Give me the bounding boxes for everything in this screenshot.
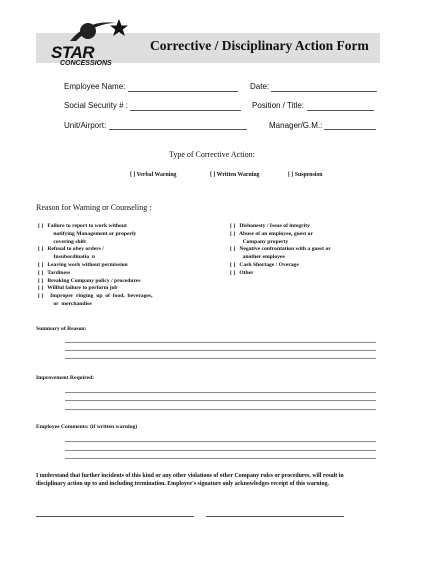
employee-comments-label: Employee Comments: (if written warning) — [36, 424, 138, 430]
improvement-line[interactable] — [65, 409, 376, 410]
reason-willful-failure[interactable]: [ ] Willful failure to perform job — [38, 285, 118, 292]
reason-cash-shortage[interactable]: [ ] Cash Shortage / Overage — [230, 261, 299, 268]
social-security-label: Social Security # : — [64, 101, 129, 110]
reason-other[interactable]: [ ] Other — [230, 269, 254, 276]
summary-line[interactable] — [65, 342, 376, 343]
reason-line: covering shift — [38, 238, 86, 245]
date-label: Date: — [250, 82, 270, 91]
reason-dishonesty[interactable]: [ ] Dishonesty / Issue of integrity — [230, 223, 310, 229]
unit-airport-label: Unit/Airport: — [64, 121, 107, 130]
reasons-title: Reason for Warning or Counseling : — [36, 203, 152, 212]
position-title-label: Position / Title: — [252, 101, 305, 110]
comments-line[interactable] — [65, 458, 376, 459]
employee-name-line[interactable] — [128, 91, 238, 92]
improvement-line[interactable] — [65, 392, 376, 393]
social-security-line[interactable] — [130, 110, 241, 111]
position-title-line[interactable] — [307, 110, 374, 111]
logo-brand: STAR — [51, 43, 95, 62]
reason-line: Insubordinatio n — [38, 254, 96, 261]
reason-refusal-to-obey[interactable]: [ ] Refusal to obey orders / — [38, 246, 104, 253]
logo-subtitle: CONCESSIONS — [60, 60, 112, 67]
comments-line[interactable] — [65, 441, 376, 442]
comments-line[interactable] — [65, 450, 376, 451]
action-type-title: Type of Corrective Action: — [169, 150, 255, 159]
reasons-left-list — [38, 223, 152, 309]
manager-signature-line[interactable] — [206, 516, 344, 517]
reason-abuse[interactable]: [ ] Abuse of an employee, guest or — [230, 230, 313, 237]
acknowledgement-text: I understand that further incidents of this kind or any other violations of other Company rules or procedures, will result in disciplinary action up to and including termination. Employee's signature only acknowledges receipt of this warning. — [36, 473, 344, 488]
reason-leaving-work[interactable]: [ ] Leaving work without permission — [38, 261, 128, 268]
reason-line: another employee — [230, 254, 285, 261]
employee-signature-line[interactable] — [36, 516, 194, 517]
reason-failure-to-report[interactable]: [ ] Failure to report to work without — [38, 223, 127, 229]
written-warning-checkbox[interactable]: [ ] Written Warning — [210, 172, 260, 178]
reason-breaking-policy[interactable]: [ ] Breaking Company policy / procedures — [38, 277, 141, 284]
unit-airport-line[interactable] — [109, 129, 247, 130]
manager-label: Manager/G.M.: — [269, 121, 323, 130]
reasons-right-list — [230, 223, 331, 278]
reason-line: Company property — [230, 238, 289, 245]
employee-name-label: Employee Name: — [64, 82, 126, 91]
reason-tardiness[interactable]: [ ] Tardiness — [38, 269, 71, 276]
manager-line[interactable] — [324, 129, 376, 130]
summary-label: Summary of Reason: — [36, 326, 87, 332]
reason-line: or merchandise — [38, 300, 92, 307]
date-line[interactable] — [271, 91, 377, 92]
reason-improper-ringing[interactable]: [ ] Improper ringing up of food, beverages, — [38, 293, 153, 300]
verbal-warning-checkbox[interactable]: [ ] Verbal Warning — [130, 172, 177, 178]
reason-line: notifying Management or properly — [38, 230, 137, 237]
improvement-line[interactable] — [65, 400, 376, 401]
improvement-label: Improvement Required: — [36, 375, 95, 381]
summary-line[interactable] — [65, 350, 376, 351]
suspension-checkbox[interactable]: [ ] Suspension — [288, 172, 323, 178]
form-title: Corrective / Disciplinary Action Form — [150, 38, 369, 53]
reason-negative-confrontation[interactable]: [ ] Negative confrontation with a guest or — [230, 246, 331, 253]
summary-line[interactable] — [65, 358, 376, 359]
